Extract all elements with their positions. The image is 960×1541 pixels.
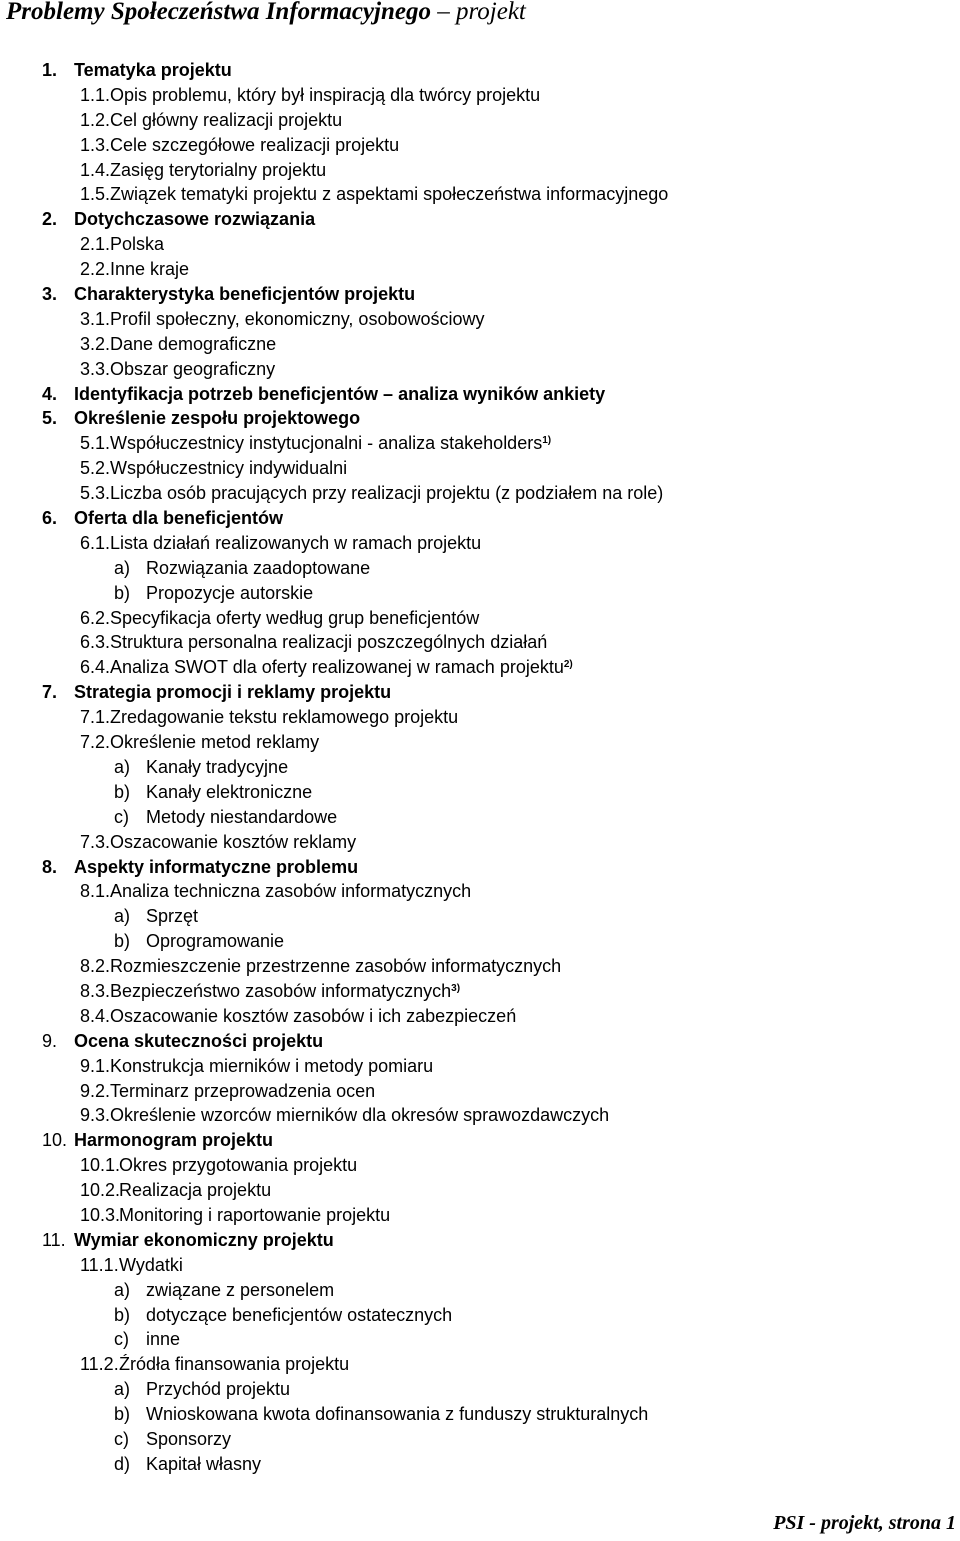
toc-text xyxy=(110,630,547,655)
toc-number: d) xyxy=(114,1453,131,1474)
toc-label: Lista działań realizowanych w ramach projektu xyxy=(110,532,482,553)
title-suffix: – projekt xyxy=(437,0,526,25)
toc-subsection xyxy=(0,1203,960,1228)
toc-subsection xyxy=(0,730,960,755)
toc-label: związane z personelem xyxy=(146,1279,335,1300)
toc-text xyxy=(110,158,326,183)
toc-list-item xyxy=(0,1402,960,1427)
toc-label: Metody niestandardowe xyxy=(146,806,338,827)
toc-list-item xyxy=(0,1427,960,1452)
toc-subsection xyxy=(0,1153,960,1178)
toc-text xyxy=(110,606,479,631)
toc-section xyxy=(0,382,960,407)
toc-text xyxy=(74,680,391,705)
toc-text xyxy=(110,133,399,158)
toc-label: Sprzęt xyxy=(146,906,199,927)
toc-label: Oferta dla beneficjentów xyxy=(74,508,284,529)
toc-text xyxy=(119,1203,390,1228)
toc-label: Określenie zespołu projektowego xyxy=(74,408,361,429)
toc-number: 9.1. xyxy=(80,1055,111,1076)
toc-number: 6.2. xyxy=(80,607,111,628)
toc-text xyxy=(110,1054,433,1079)
toc-list-item xyxy=(0,581,960,606)
toc-number: 8.1. xyxy=(80,881,111,902)
toc-text xyxy=(146,1452,261,1477)
toc-number: 3.1. xyxy=(80,308,111,329)
toc-number: 10.3. xyxy=(80,1204,121,1225)
toc-number: 9. xyxy=(42,1030,58,1051)
toc-label: Dane demograficzne xyxy=(110,333,277,354)
toc-subsection xyxy=(0,979,960,1004)
toc-number: 11. xyxy=(42,1229,66,1250)
toc-label: Inne kraje xyxy=(110,259,190,280)
toc-text xyxy=(74,406,360,431)
toc-label: Aspekty informatyczne problemu xyxy=(74,856,359,877)
toc-number: 7.1. xyxy=(80,707,111,728)
toc-subsection xyxy=(0,257,960,282)
toc-subsection xyxy=(0,954,960,979)
toc-number: b) xyxy=(114,1304,131,1325)
toc-list-item xyxy=(0,780,960,805)
toc-number: 10. xyxy=(42,1130,68,1151)
toc-number: c) xyxy=(114,1428,129,1449)
toc-section xyxy=(0,506,960,531)
toc-number: a) xyxy=(114,906,131,927)
toc-text xyxy=(110,730,319,755)
toc-label: Określenie wzorców mierników dla okresów sprawozdawczych xyxy=(110,1105,610,1126)
toc-text xyxy=(110,1103,609,1128)
toc-label: Analiza techniczna zasobów informatycznych xyxy=(110,881,472,902)
toc-text xyxy=(110,879,471,904)
toc-number: 8.4. xyxy=(80,1005,111,1026)
toc-text xyxy=(110,307,485,332)
toc-text xyxy=(74,58,232,83)
toc-text xyxy=(110,108,342,133)
toc-label: Profil społeczny, ekonomiczny, osobowościowy xyxy=(110,308,485,329)
toc-label: Źródła finansowania projektu xyxy=(119,1354,350,1375)
toc-label: Specyfikacja oferty według grup beneficjentów xyxy=(110,607,480,628)
toc-text xyxy=(119,1352,349,1377)
toc-label: Propozycje autorskie xyxy=(146,582,314,603)
toc-text xyxy=(146,556,370,581)
toc-number: 5. xyxy=(42,408,58,429)
toc-number: 1.2. xyxy=(80,109,111,130)
toc-subsection xyxy=(0,705,960,730)
toc-subsection xyxy=(0,1253,960,1278)
toc-subsection xyxy=(0,879,960,904)
toc-number: a) xyxy=(114,1279,131,1300)
toc-subsection xyxy=(0,357,960,382)
toc-list-item xyxy=(0,1327,960,1352)
toc-subsection xyxy=(0,182,960,207)
toc-number: b) xyxy=(114,1404,131,1425)
toc-label: Analiza SWOT dla oferty realizowanej w ramach projektu xyxy=(110,657,564,678)
toc-label: Oszacowanie kosztów reklamy xyxy=(110,831,357,852)
toc-text xyxy=(110,357,275,382)
toc-text xyxy=(146,1377,290,1402)
toc-number: 5.3. xyxy=(80,483,111,504)
toc-label: Cele szczegółowe realizacji projektu xyxy=(110,134,400,155)
toc-text xyxy=(110,83,540,108)
toc-label: Polska xyxy=(110,234,165,255)
toc-number: 9.2. xyxy=(80,1080,111,1101)
toc-section xyxy=(0,1128,960,1153)
toc-label: Oprogramowanie xyxy=(146,931,285,952)
footnote-marker: 1) xyxy=(542,435,552,447)
toc-number: 1.5. xyxy=(80,184,111,205)
toc-text xyxy=(146,581,313,606)
toc-number: 6.1. xyxy=(80,532,111,553)
toc-subsection xyxy=(0,1079,960,1104)
toc-subsection xyxy=(0,108,960,133)
toc-number: 3.3. xyxy=(80,358,111,379)
footnote-marker: 3) xyxy=(451,982,461,994)
toc-label: Współuczestnicy indywidualni xyxy=(110,458,348,479)
title-main: Problemy Społeczeństwa Informacyjnego xyxy=(6,0,431,25)
toc-text xyxy=(74,382,605,407)
toc-text xyxy=(74,855,358,880)
toc-subsection xyxy=(0,332,960,357)
toc-number: 11.1. xyxy=(80,1254,119,1275)
toc-text xyxy=(146,1278,334,1303)
toc-text xyxy=(74,282,415,307)
toc-number: 10.2. xyxy=(80,1180,121,1201)
toc-list-item xyxy=(0,1278,960,1303)
toc-number: 11.2. xyxy=(80,1354,119,1375)
toc-label: Tematyka projektu xyxy=(74,60,232,80)
toc-number: 3.2. xyxy=(80,333,111,354)
toc-subsection xyxy=(0,232,960,257)
toc-text xyxy=(146,805,337,830)
toc-label: Harmonogram projektu xyxy=(74,1130,274,1151)
toc-subsection xyxy=(0,1004,960,1029)
toc-label: Dotychczasowe rozwiązania xyxy=(74,209,316,230)
toc-text xyxy=(110,182,668,207)
toc-label: Obszar geograficzny xyxy=(110,358,276,379)
toc-number: 1. xyxy=(42,60,58,80)
toc-number: 1.3. xyxy=(80,134,111,155)
toc-subsection xyxy=(0,133,960,158)
toc-label: Wnioskowana kwota dofinansowania z funduszy strukturalnych xyxy=(146,1404,649,1425)
toc-subsection xyxy=(0,456,960,481)
toc-number: 2.1. xyxy=(80,234,111,255)
toc-section xyxy=(0,680,960,705)
toc-section xyxy=(0,282,960,307)
toc-text xyxy=(110,830,356,855)
toc-text xyxy=(146,929,284,954)
toc-label: Przychód projektu xyxy=(146,1379,291,1400)
toc-text xyxy=(146,780,312,805)
toc-text xyxy=(74,1228,334,1253)
toc-text xyxy=(146,1303,452,1328)
toc-subsection xyxy=(0,1054,960,1079)
toc-number: a) xyxy=(114,756,131,777)
toc-subsection xyxy=(0,431,960,456)
toc-label: Współuczestnicy instytucjonalni - analiza stakeholders xyxy=(110,433,543,454)
toc-label: Określenie metod reklamy xyxy=(110,732,320,753)
toc-number: 5.1. xyxy=(80,433,111,454)
toc-label: Terminarz przeprowadzenia ocen xyxy=(110,1080,376,1101)
toc-text xyxy=(146,1402,648,1427)
toc-list-item xyxy=(0,904,960,929)
toc-label: Okres przygotowania projektu xyxy=(119,1155,358,1176)
toc-text xyxy=(146,1327,180,1352)
toc-label: Strategia promocji i reklamy projektu xyxy=(74,682,392,703)
toc-section xyxy=(0,855,960,880)
toc-label: Cel główny realizacji projektu xyxy=(110,109,343,130)
toc-subsection xyxy=(0,1178,960,1203)
toc-text xyxy=(110,332,276,357)
toc-section xyxy=(0,1228,960,1253)
toc-label: dotyczące beneficjentów ostatecznych xyxy=(146,1304,453,1325)
toc-subsection xyxy=(0,158,960,183)
toc-label: Ocena skuteczności projektu xyxy=(74,1030,324,1051)
toc-label: Wymiar ekonomiczny projektu xyxy=(74,1229,334,1250)
toc-label: Kanały elektroniczne xyxy=(146,781,313,802)
toc-subsection xyxy=(0,655,960,680)
toc-number: b) xyxy=(114,931,131,952)
toc-number: 6.3. xyxy=(80,632,111,653)
toc-label: Monitoring i raportowanie projektu xyxy=(119,1204,391,1225)
toc-number: b) xyxy=(114,582,131,603)
toc-text xyxy=(110,481,663,506)
toc-number: b) xyxy=(114,781,131,802)
toc-list-item xyxy=(0,805,960,830)
toc-label: Bezpieczeństwo zasobów informatycznych xyxy=(110,980,452,1001)
toc-subsection xyxy=(0,1103,960,1128)
toc-text xyxy=(110,232,164,257)
toc-label: Charakterystyka beneficjentów projektu xyxy=(74,284,416,305)
toc-label: Opis problemu, który był inspiracją dla twórcy projektu xyxy=(110,84,541,105)
toc-number: 3. xyxy=(42,284,58,305)
toc-number: 6. xyxy=(42,508,58,529)
toc-text xyxy=(110,456,347,481)
toc-label: Konstrukcja mierników i metody pomiaru xyxy=(110,1055,434,1076)
toc-section xyxy=(0,207,960,232)
toc-subsection xyxy=(0,481,960,506)
toc-number: 9.3. xyxy=(80,1105,111,1126)
toc-text xyxy=(146,1427,231,1452)
page-footer: PSI - projekt, strona 1 xyxy=(773,1512,956,1534)
toc-subsection xyxy=(0,1352,960,1377)
toc-number: 5.2. xyxy=(80,458,111,479)
toc-label: Oszacowanie kosztów zasobów i ich zabezpieczeń xyxy=(110,1005,517,1026)
toc-subsection xyxy=(0,307,960,332)
toc-subsection xyxy=(0,83,960,108)
toc-text xyxy=(74,207,315,232)
toc-number: 8.2. xyxy=(80,956,111,977)
toc-text xyxy=(110,954,561,979)
toc-label: Struktura personalna realizacji poszczególnych działań xyxy=(110,632,548,653)
toc-text xyxy=(110,705,458,730)
toc-list-item xyxy=(0,556,960,581)
toc-text xyxy=(74,506,283,531)
toc-number: c) xyxy=(114,1329,129,1350)
toc-number: 1.4. xyxy=(80,159,111,180)
toc-list-item xyxy=(0,1303,960,1328)
toc-number: 7.3. xyxy=(80,831,111,852)
toc-subsection xyxy=(0,606,960,631)
toc-label: Związek tematyki projektu z aspektami społeczeństwa informacyjnego xyxy=(110,184,669,205)
toc-label: Identyfikacja potrzeb beneficjentów – analiza wyników ankiety xyxy=(74,383,606,404)
toc-text xyxy=(119,1178,271,1203)
toc-subsection xyxy=(0,531,960,556)
toc-number: 7.2. xyxy=(80,732,111,753)
toc-number: c) xyxy=(114,806,129,827)
table-of-contents xyxy=(0,58,960,1477)
toc-number: a) xyxy=(114,557,131,578)
toc-list-item xyxy=(0,1377,960,1402)
document-title xyxy=(6,0,526,26)
toc-label: Realizacja projektu xyxy=(119,1180,272,1201)
toc-text xyxy=(110,531,481,556)
toc-text xyxy=(110,1079,375,1104)
toc-label: Kapitał własny xyxy=(146,1453,262,1474)
toc-label: Kanały tradycyjne xyxy=(146,756,289,777)
toc-subsection xyxy=(0,830,960,855)
toc-section xyxy=(0,1029,960,1054)
toc-text xyxy=(110,1004,516,1029)
toc-label: Wydatki xyxy=(119,1254,183,1275)
toc-list-item xyxy=(0,755,960,780)
toc-number: 7. xyxy=(42,682,58,703)
toc-subsection xyxy=(0,630,960,655)
toc-section xyxy=(0,406,960,431)
toc-text xyxy=(74,1029,323,1054)
toc-label: Rozmieszczenie przestrzenne zasobów informatycznych xyxy=(110,956,562,977)
toc-label: Rozwiązania zaadoptowane xyxy=(146,557,371,578)
toc-text xyxy=(110,257,189,282)
toc-number: 8.3. xyxy=(80,980,111,1001)
toc-number: 8. xyxy=(42,856,58,877)
toc-number: 2.2. xyxy=(80,259,111,280)
toc-text xyxy=(146,755,288,780)
toc-number: 4. xyxy=(42,383,58,404)
toc-label: Liczba osób pracujących przy realizacji projektu (z podziałem na role) xyxy=(110,483,664,504)
toc-number: a) xyxy=(114,1379,131,1400)
toc-text xyxy=(146,904,198,929)
toc-number: 2. xyxy=(42,209,58,230)
toc-text xyxy=(119,1153,357,1178)
toc-text xyxy=(74,1128,273,1153)
toc-text xyxy=(119,1253,183,1278)
footnote-marker: 2) xyxy=(563,659,573,671)
toc-label: Sponsorzy xyxy=(146,1428,232,1449)
toc-label: Zasięg terytorialny projektu xyxy=(110,159,327,180)
toc-number: 10.1. xyxy=(80,1155,121,1176)
toc-list-item xyxy=(0,929,960,954)
toc-label: inne xyxy=(146,1329,181,1350)
toc-label: Zredagowanie tekstu reklamowego projektu xyxy=(110,707,459,728)
toc-number: 1.1. xyxy=(80,84,111,105)
toc-number: 6.4. xyxy=(80,657,111,678)
toc-section xyxy=(0,58,960,83)
toc-list-item xyxy=(0,1452,960,1477)
